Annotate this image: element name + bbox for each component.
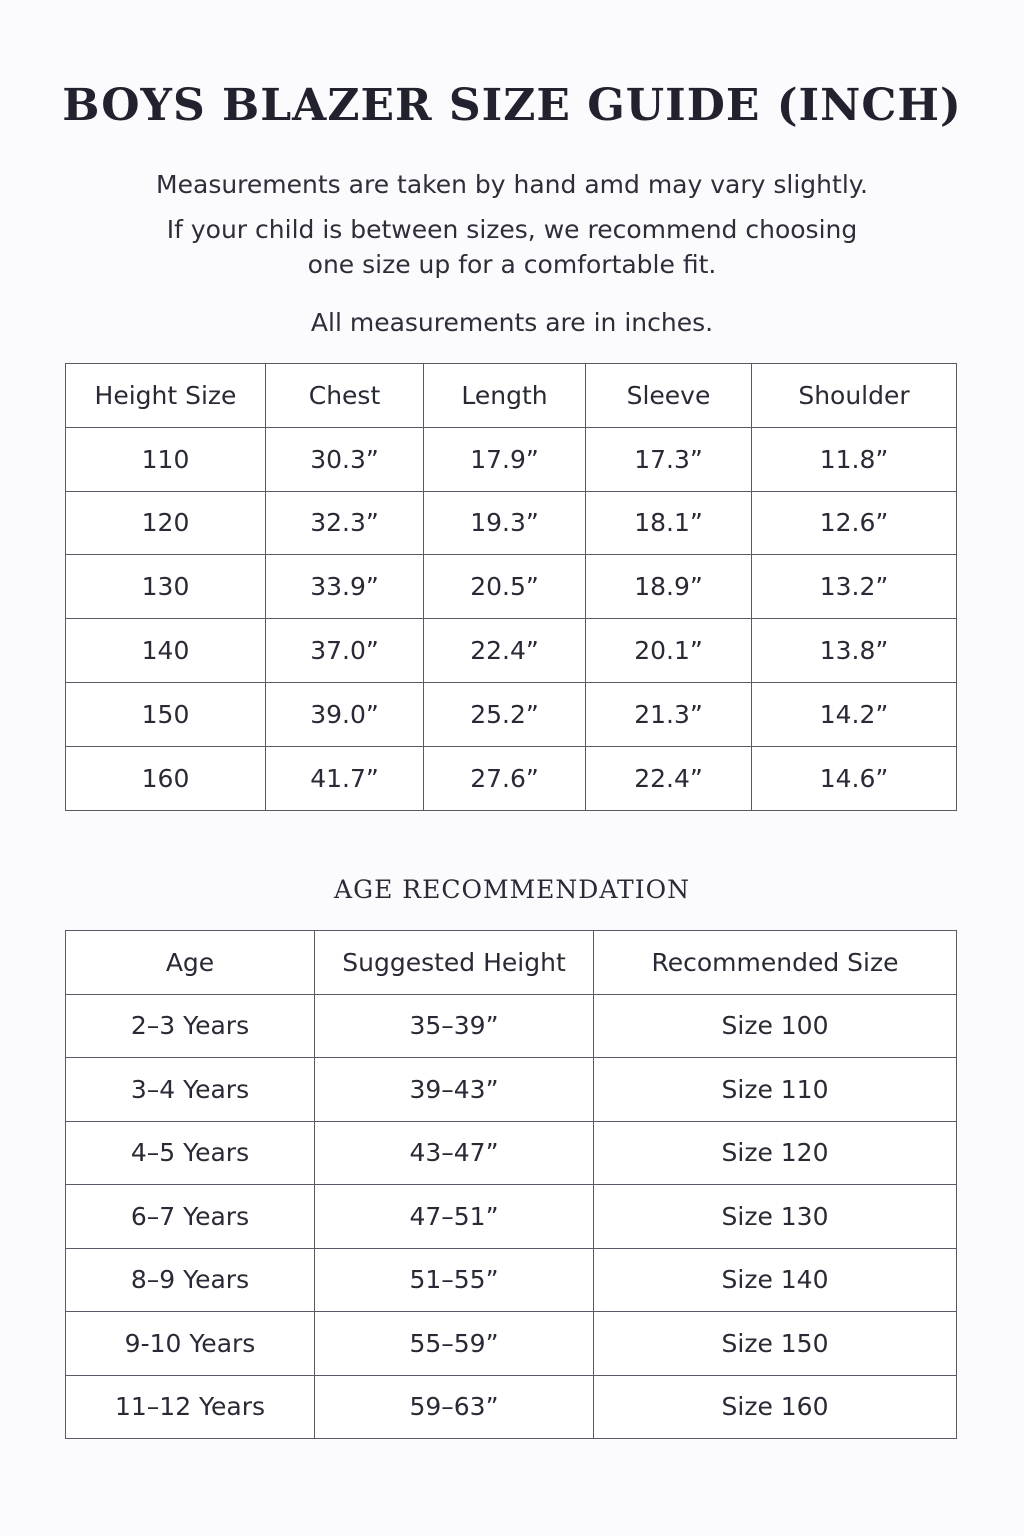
height-size-cell: 150 <box>66 682 266 746</box>
suggested-height-cell: 39–43” <box>315 1058 594 1122</box>
recommended-size-cell: Size 160 <box>594 1375 957 1439</box>
table-row <box>66 1121 957 1185</box>
chest-cell: 32.3” <box>266 491 424 555</box>
recommended-size-cell: Size 150 <box>594 1312 957 1376</box>
length-cell: 17.9” <box>424 427 586 491</box>
sleeve-cell: 21.3” <box>586 682 752 746</box>
age-table <box>65 930 957 1439</box>
table-row <box>66 994 957 1058</box>
intro-line-2: If your child is between sizes, we recommend choosing <box>166 215 858 244</box>
header-sleeve: Sleeve <box>586 364 752 428</box>
shoulder-cell: 14.2” <box>752 682 957 746</box>
header-chest: Chest <box>266 364 424 428</box>
age-cell: 6–7 Years <box>66 1185 315 1249</box>
suggested-height-cell: 43–47” <box>315 1121 594 1185</box>
intro-line-4: All measurements are in inches. <box>310 308 714 337</box>
suggested-height-cell: 55–59” <box>315 1312 594 1376</box>
length-cell: 27.6” <box>424 746 586 810</box>
recommended-size-cell: Size 100 <box>594 994 957 1058</box>
suggested-height-cell: 35–39” <box>315 994 594 1058</box>
length-cell: 22.4” <box>424 619 586 683</box>
table-row <box>66 1375 957 1439</box>
age-recommendation-title: AGE RECOMMENDATION <box>334 875 690 904</box>
header-suggested-height: Suggested Height <box>315 931 594 995</box>
table-row <box>66 427 957 491</box>
table-row <box>66 1058 957 1122</box>
header-age: Age <box>66 931 315 995</box>
recommended-size-cell: Size 130 <box>594 1185 957 1249</box>
recommended-size-cell: Size 110 <box>594 1058 957 1122</box>
sleeve-cell: 17.3” <box>586 427 752 491</box>
table-row <box>66 682 957 746</box>
height-size-cell: 160 <box>66 746 266 810</box>
age-cell: 2–3 Years <box>66 994 315 1058</box>
suggested-height-cell: 51–55” <box>315 1248 594 1312</box>
shoulder-cell: 14.6” <box>752 746 957 810</box>
header-length: Length <box>424 364 586 428</box>
age-cell: 9-10 Years <box>66 1312 315 1376</box>
chest-cell: 30.3” <box>266 427 424 491</box>
height-size-cell: 120 <box>66 491 266 555</box>
table-row <box>66 1185 957 1249</box>
recommended-size-cell: Size 140 <box>594 1248 957 1312</box>
chest-cell: 33.9” <box>266 555 424 619</box>
length-cell: 25.2” <box>424 682 586 746</box>
table-row <box>66 555 957 619</box>
length-cell: 19.3” <box>424 491 586 555</box>
table-row <box>66 1312 957 1376</box>
intro-line-3: one size up for a comfortable fit. <box>307 250 717 279</box>
age-cell: 4–5 Years <box>66 1121 315 1185</box>
table-row <box>66 619 957 683</box>
shoulder-cell: 13.2” <box>752 555 957 619</box>
recommended-size-cell: Size 120 <box>594 1121 957 1185</box>
header-height-size: Height Size <box>66 364 266 428</box>
shoulder-cell: 13.8” <box>752 619 957 683</box>
age-cell: 3–4 Years <box>66 1058 315 1122</box>
table-row <box>66 491 957 555</box>
header-recommended-size: Recommended Size <box>594 931 957 995</box>
sleeve-cell: 18.1” <box>586 491 752 555</box>
sleeve-cell: 22.4” <box>586 746 752 810</box>
chest-cell: 39.0” <box>266 682 424 746</box>
sleeve-cell: 20.1” <box>586 619 752 683</box>
suggested-height-cell: 59–63” <box>315 1375 594 1439</box>
header-shoulder: Shoulder <box>752 364 957 428</box>
height-size-cell: 110 <box>66 427 266 491</box>
table-row <box>66 1248 957 1312</box>
shoulder-cell: 11.8” <box>752 427 957 491</box>
age-cell: 11–12 Years <box>66 1375 315 1439</box>
age-table-header-row <box>66 931 957 995</box>
size-table <box>65 363 957 811</box>
length-cell: 20.5” <box>424 555 586 619</box>
height-size-cell: 130 <box>66 555 266 619</box>
chest-cell: 37.0” <box>266 619 424 683</box>
sleeve-cell: 18.9” <box>586 555 752 619</box>
age-cell: 8–9 Years <box>66 1248 315 1312</box>
suggested-height-cell: 47–51” <box>315 1185 594 1249</box>
table-row <box>66 746 957 810</box>
height-size-cell: 140 <box>66 619 266 683</box>
intro-line-1: Measurements are taken by hand amd may vary slightly. <box>156 170 868 199</box>
shoulder-cell: 12.6” <box>752 491 957 555</box>
chest-cell: 41.7” <box>266 746 424 810</box>
size-table-header-row <box>66 364 957 428</box>
page-title: BOYS BLAZER SIZE GUIDE (INCH) <box>62 80 962 131</box>
